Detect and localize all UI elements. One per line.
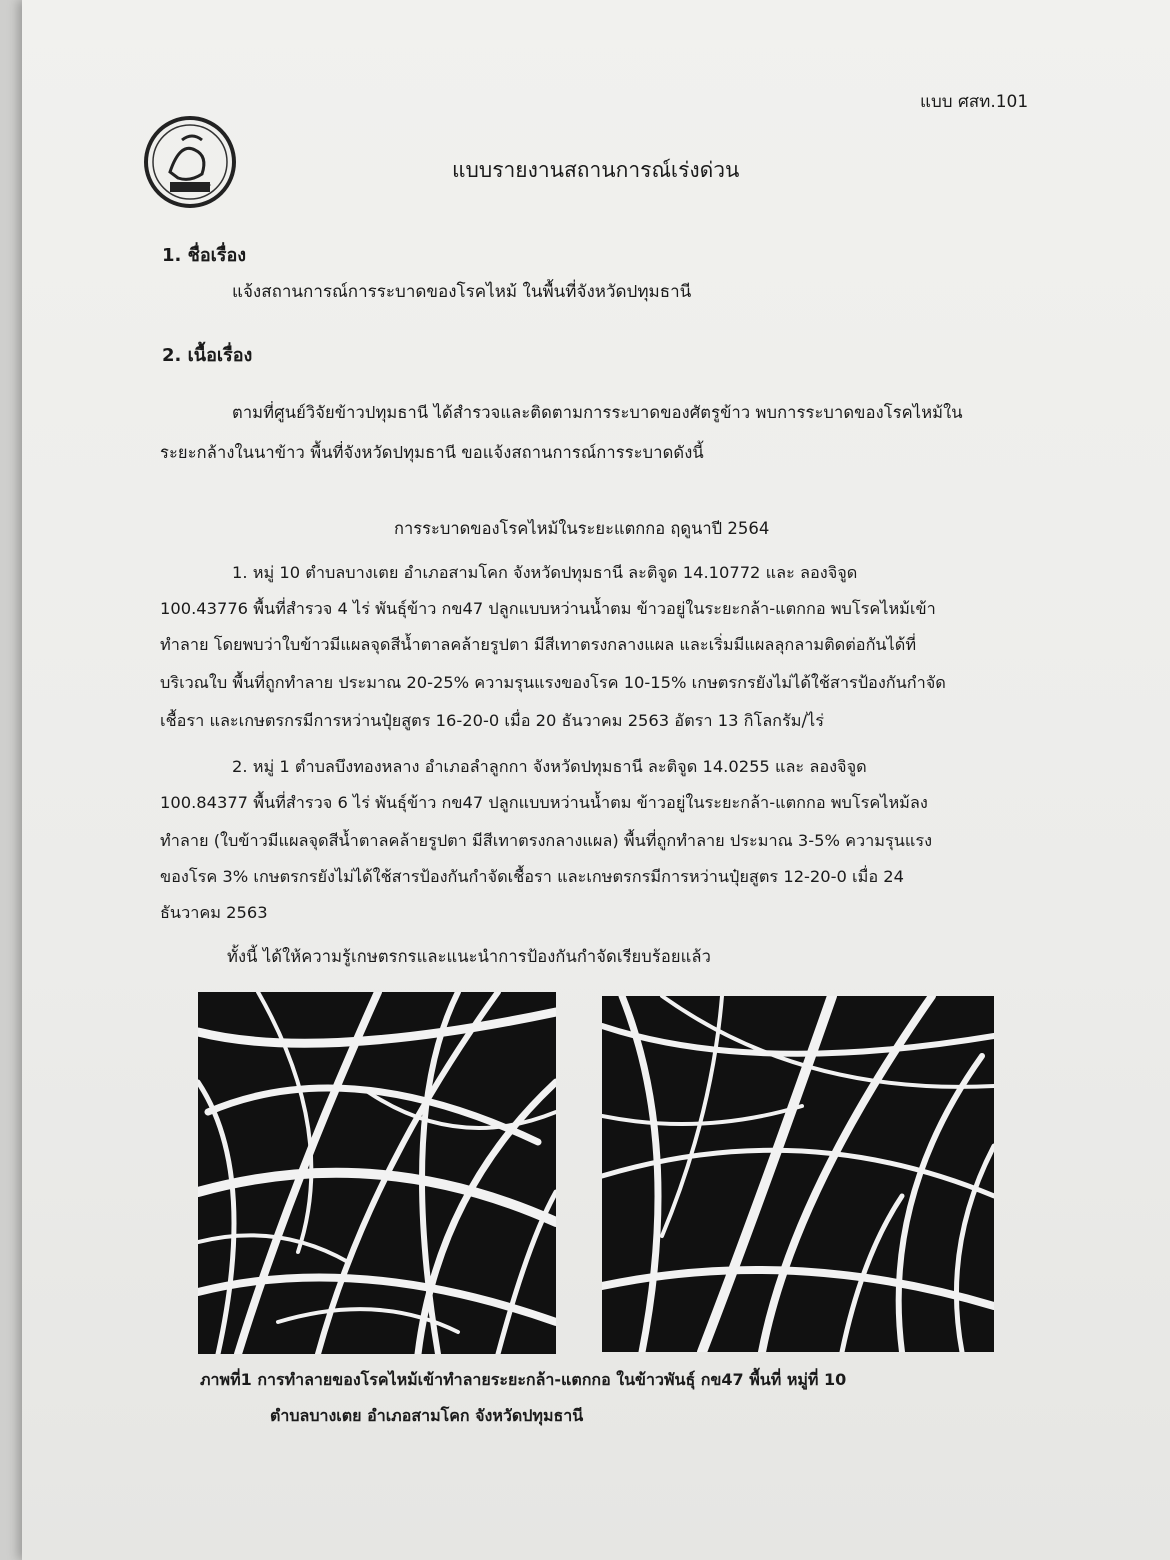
department-seal-icon [140, 112, 240, 212]
document-title: แบบรายงานสถานการณ์เร่งด่วน [452, 158, 740, 182]
intro-line-2: ระยะกล้างในนาข้าว พื้นที่จังหวัดปทุมธานี ขอแจ้งสถานการณ์การระบาดดังนี้ [160, 443, 704, 462]
item1-line: 100.43776 พื้นที่สำรวจ 4 ไร่ พันธุ์ข้าว กข47 ปลูกแบบหว่านน้ำตม ข้าวอยู่ในระยะกล้า-แตกกอ พบโรคไหม้เข้า [160, 599, 936, 618]
document-page [22, 0, 1170, 1560]
figure-caption-line-1: ภาพที่1 การทำลายของโรคไหม้เข้าทำลายระยะกล้า-แตกกอ ในข้าวพันธุ์ กข47 พื้นที่ หมู่ที่ 10 [200, 1370, 847, 1389]
form-code: แบบ ศสท.101 [920, 92, 1029, 112]
section2-heading: 2. เนื้อเรื่อง [162, 345, 253, 366]
item1-line: ทำลาย โดยพบว่าใบข้าวมีแผลจุดสีน้ำตาลคล้ายรูปตา มีสีเทาตรงกลางแผล และเริ่มมีแผลลุกลามติดต่อกันได้ที่ [160, 635, 917, 654]
item2-line: 100.84377 พื้นที่สำรวจ 6 ไร่ พันธุ์ข้าว กข47 ปลูกแบบหว่านน้ำตม ข้าวอยู่ในระยะกล้า-แตกกอ พบโรคไหม้ลง [160, 793, 928, 812]
closing-line: ทั้งนี้ ได้ให้ความรู้เกษตรกรและแนะนำการป้องกันกำจัดเรียบร้อยแล้ว [227, 947, 711, 966]
section1-heading: 1. ชื่อเรื่อง [162, 245, 247, 266]
rice-field-photo-1 [198, 992, 556, 1354]
outbreak-subtitle: การระบาดของโรคไหม้ในระยะแตกกอ ฤดูนาปี 2564 [394, 519, 770, 538]
rice-field-photo-2 [602, 996, 994, 1352]
figure-caption-line-2: ตำบลบางเตย อำเภอสามโคก จังหวัดปทุมธานี [270, 1406, 584, 1425]
item1-line: เชื้อรา และเกษตรกรมีการหว่านปุ๋ยสูตร 16-20-0 เมื่อ 20 ธันวาคม 2563 อัตรา 13 กิโลกรัม/ไร่ [160, 711, 824, 730]
item2-line: ทำลาย (ใบข้าวมีแผลจุดสีน้ำตาลคล้ายรูปตา มีสีเทาตรงกลางแผล) พื้นที่ถูกทำลาย ประมาณ 3-5% ความรุนแรง [160, 831, 933, 850]
intro-line-1: ตามที่ศูนย์วิจัยข้าวปทุมธานี ได้สำรวจและติดตามการระบาดของศัตรูข้าว พบการระบาดของโรคไหม้ใน [232, 403, 963, 422]
section1-text: แจ้งสถานการณ์การระบาดของโรคไหม้ ในพื้นที่จังหวัดปทุมธานี [232, 282, 692, 302]
item1-line: 1. หมู่ 10 ตำบลบางเตย อำเภอสามโคก จังหวัดปทุมธานี ละติจูด 14.10772 และ ลองจิจูด [232, 563, 858, 582]
item1-line: บริเวณใบ พื้นที่ถูกทำลาย ประมาณ 20-25% ความรุนแรงของโรค 10-15% เกษตรกรยังไม่ได้ใช้สารป้องกันกำจัด [160, 673, 946, 692]
item2-line: ของโรค 3% เกษตรกรยังไม่ได้ใช้สารป้องกันกำจัดเชื้อรา และเกษตรกรมีการหว่านปุ๋ยสูตร 12-20-0 เมื่อ 24 [160, 867, 905, 886]
item2-line: ธันวาคม 2563 [160, 903, 268, 922]
item2-line: 2. หมู่ 1 ตำบลบึงทองหลาง อำเภอลำลูกกา จังหวัดปทุมธานี ละติจูด 14.0255 และ ลองจิจูด [232, 757, 867, 776]
